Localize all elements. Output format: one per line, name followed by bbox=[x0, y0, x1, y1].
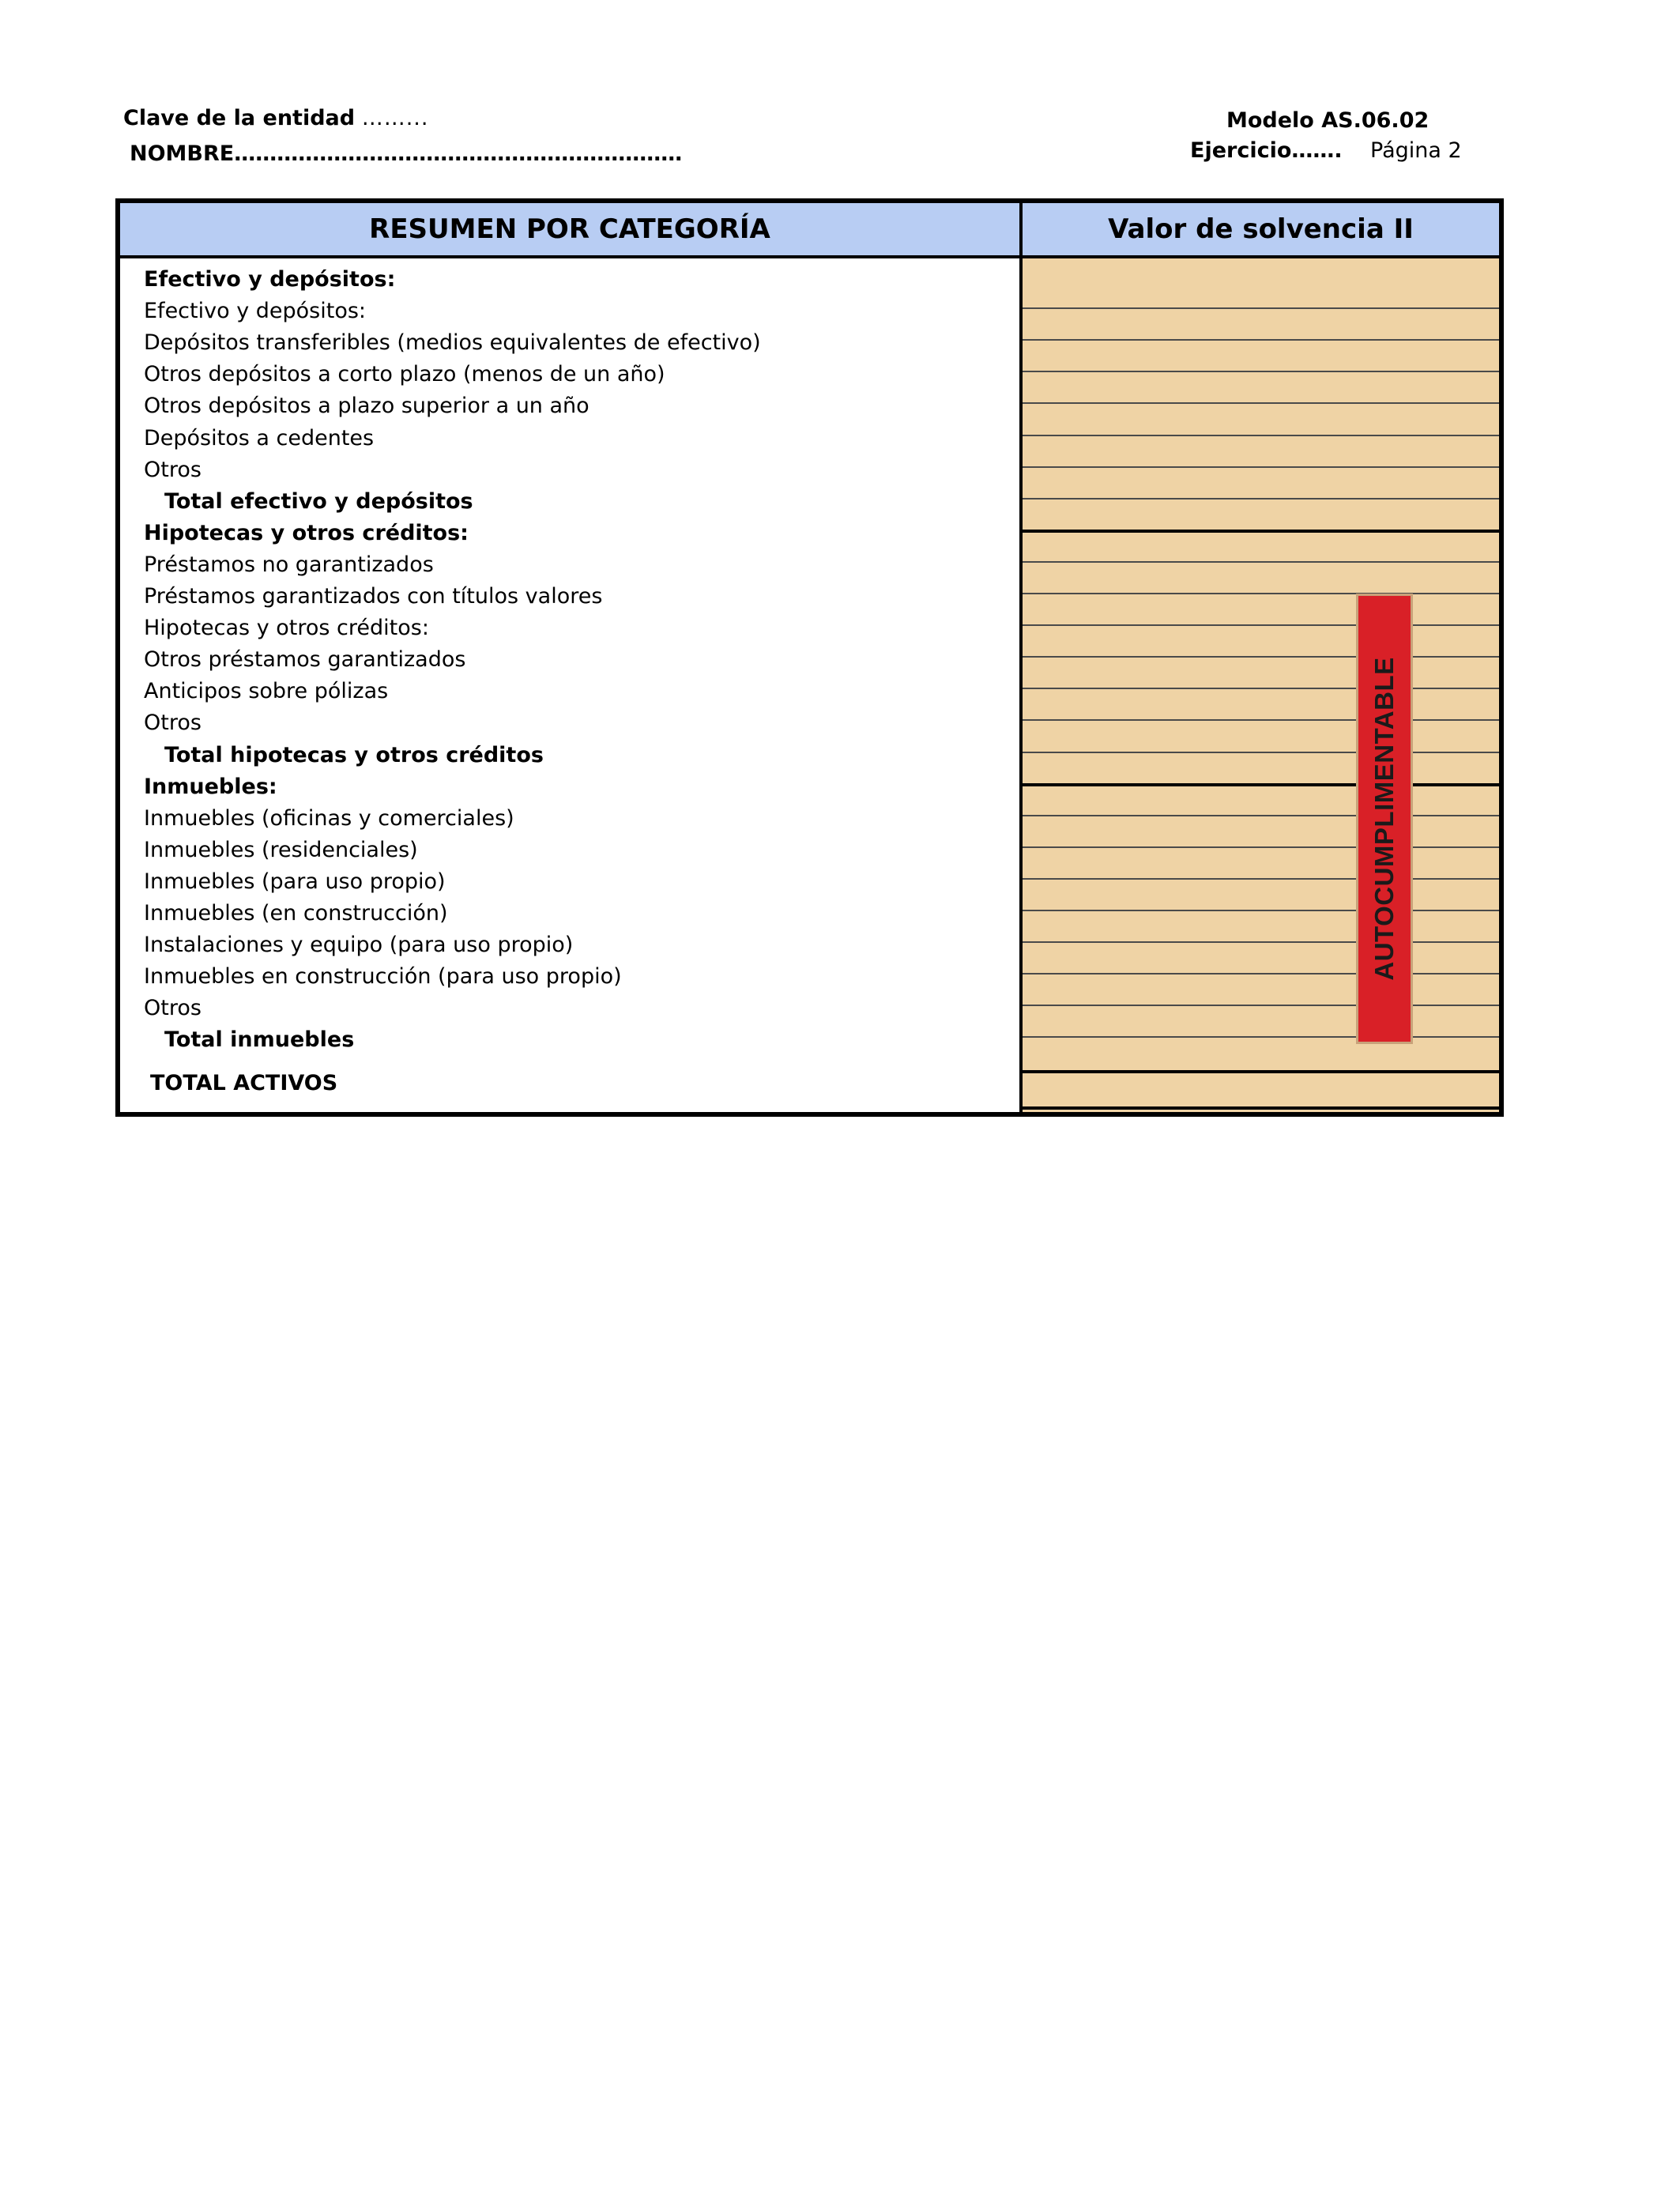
value-cell-divider bbox=[1023, 1070, 1499, 1073]
value-cell-divider bbox=[1023, 498, 1499, 499]
entity-key-line bbox=[123, 106, 428, 130]
total-row-label: Total efectivo y depósitos bbox=[164, 488, 473, 514]
row-label: Efectivo y depósitos: bbox=[144, 299, 366, 324]
value-cell-divider bbox=[1023, 973, 1499, 974]
column-divider bbox=[1019, 203, 1023, 1112]
row-label: Depósitos a cedentes bbox=[144, 425, 375, 450]
value-cell-divider bbox=[1023, 530, 1499, 533]
value-cell-divider bbox=[1023, 941, 1499, 943]
summary-table bbox=[115, 198, 1504, 1117]
value-cell-divider bbox=[1023, 1036, 1499, 1038]
row-label: Inmuebles (en construcción) bbox=[144, 901, 448, 925]
total-row-label: Total hipotecas y otros créditos bbox=[164, 742, 544, 767]
entity-key-label: Clave de la entidad bbox=[123, 106, 356, 130]
row-label: Instalaciones y equipo (para uso propio) bbox=[144, 933, 574, 958]
value-cell-divider bbox=[1023, 561, 1499, 563]
value-cell-divider bbox=[1023, 371, 1499, 372]
value-cell-divider bbox=[1023, 435, 1499, 436]
value-cell-divider bbox=[1023, 1106, 1499, 1110]
page-number: Página 2 bbox=[1370, 138, 1462, 163]
value-cell-divider bbox=[1023, 656, 1499, 658]
row-label: Otros bbox=[144, 996, 202, 1021]
row-label: Otros bbox=[144, 711, 202, 736]
section-heading: Efectivo y depósitos: bbox=[144, 267, 396, 292]
value-cell-divider bbox=[1023, 593, 1499, 594]
total-row-label: TOTAL ACTIVOS bbox=[150, 1070, 338, 1095]
total-row-label: Total inmuebles bbox=[164, 1027, 355, 1053]
row-label: Préstamos garantizados con títulos valores bbox=[144, 584, 603, 609]
value-cell-divider bbox=[1023, 402, 1499, 404]
value-cell-divider bbox=[1023, 339, 1499, 341]
category-column-header: RESUMEN POR CATEGORÍA bbox=[120, 203, 1019, 258]
value-cell-divider bbox=[1023, 1005, 1499, 1006]
row-label: Otros depósitos a corto plazo (menos de un año) bbox=[144, 362, 665, 387]
row-label: Préstamos no garantizados bbox=[144, 552, 434, 577]
entity-name-label: NOMBRE……………………………………………………… bbox=[130, 141, 683, 166]
value-cell-divider bbox=[1023, 624, 1499, 626]
solvency-value-column-header: Valor de solvencia II bbox=[1023, 203, 1499, 258]
section-heading: Inmuebles: bbox=[144, 774, 277, 799]
row-label: Depósitos transferibles (medios equivalentes de efectivo) bbox=[144, 330, 761, 356]
value-cell-divider bbox=[1023, 688, 1499, 689]
row-label: Otros depósitos a plazo superior a un año bbox=[144, 394, 590, 419]
value-cell-divider bbox=[1023, 815, 1499, 816]
value-column bbox=[1023, 258, 1499, 1112]
section-heading: Hipotecas y otros créditos: bbox=[144, 520, 469, 545]
row-label: Anticipos sobre pólizas bbox=[144, 679, 389, 704]
model-code: Modelo AS.06.02 bbox=[1226, 108, 1430, 133]
value-cell-divider bbox=[1023, 910, 1499, 911]
row-label: Inmuebles (oficinas y comerciales) bbox=[144, 805, 514, 831]
exercise-label: Ejercicio……. bbox=[1190, 138, 1343, 163]
row-label: Otros bbox=[144, 457, 202, 482]
value-cell-divider bbox=[1023, 846, 1499, 848]
auto-fill-stamp bbox=[1356, 594, 1413, 1044]
entity-key-dots: ……... bbox=[361, 106, 429, 130]
value-cell-divider bbox=[1023, 466, 1499, 468]
row-label: Hipotecas y otros créditos: bbox=[144, 616, 429, 641]
value-cell-divider bbox=[1023, 719, 1499, 721]
value-cell-divider bbox=[1023, 878, 1499, 880]
row-label: Inmuebles (para uso propio) bbox=[144, 869, 446, 894]
row-label: Inmuebles en construcción (para uso propio) bbox=[144, 964, 622, 990]
value-cell-divider bbox=[1023, 783, 1499, 786]
row-label: Otros préstamos garantizados bbox=[144, 647, 466, 673]
auto-fill-stamp-text: AUTOCUMPLIMENTABLE bbox=[1369, 657, 1399, 981]
row-label: Inmuebles (residenciales) bbox=[144, 837, 418, 862]
value-cell-divider bbox=[1023, 307, 1499, 309]
value-cell-divider bbox=[1023, 752, 1499, 753]
